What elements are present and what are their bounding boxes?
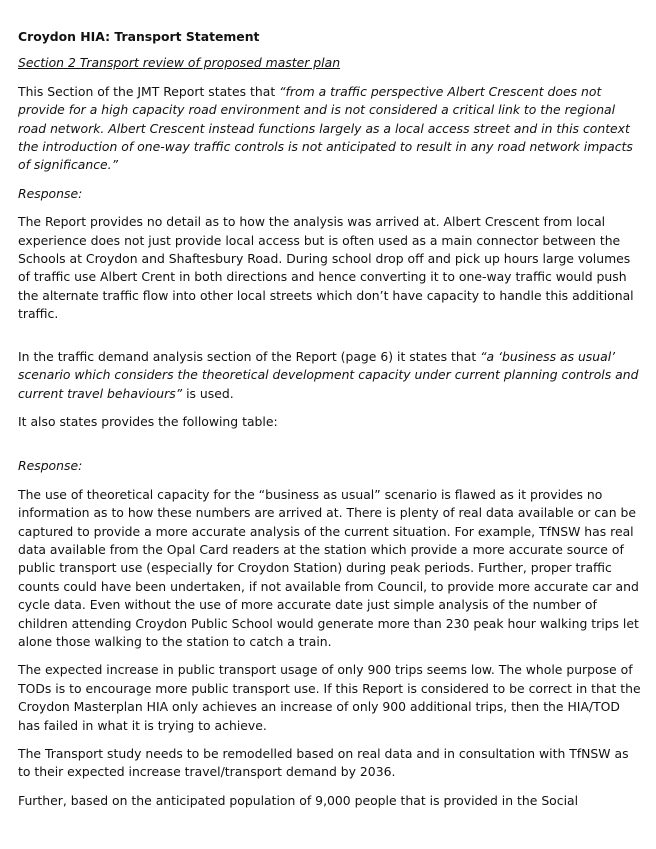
paragraph-traffic-demand: [18, 348, 642, 403]
response-label: Response:: [18, 185, 83, 201]
report-quote: “from a traffic perspective Albert Crescent does not provide for a high capacity road environment and is not considered a critical link to the regional road network. Albert Crescent instead functions largely as a local access street and in this context the introduction of one-way traffic controls is not anticipated to result in any road network impacts of significance.”: [18, 83, 633, 173]
section-heading: Section 2 Transport review of proposed master plan: [18, 55, 341, 71]
paragraph-theoretical-capacity: The use of theoretical capacity for the “business as usual” scenario is flawed as it provides no information as to how these numbers are arrived at. There is plenty of real data available or can be captured to provide a more accurate analysis of the current situation. For example, TfNSW has real data available from the Opal Card readers at the station which provide a more accurate source of public transport use (especially for Croydon Station) during peak periods. Further, proper traffic counts could have been undertaken, if not available from Council, to provide more accurate car and cycle data. Even without the use of more accurate date just simple analysis of the number of children attending Croydon Public School would generate more than 230 peak hour walking trips let alone those walking to the station to catch a train.: [18, 486, 639, 649]
paragraph-jmt-quote: [18, 83, 642, 175]
paragraph-lead: In the traffic demand analysis section of the Report (page 6) it states that: [18, 348, 481, 364]
paragraph-population: Further, based on the anticipated population of 9,000 people that is provided in the Social: [18, 792, 579, 808]
paragraph-lead: This Section of the JMT Report states that: [18, 83, 280, 99]
response-label: Response:: [18, 458, 83, 474]
paragraph-tail: is used.: [182, 385, 234, 401]
paragraph-response-albert-crescent: The Report provides no detail as to how the analysis was arrived at. Albert Crescent from local experience does not just provide local access but is often used as a main connector between the Schools at Croydon and Shaftesbury Road. During school drop off and pick up hours large volumes of traffic use Albert Crent in both directions and hence converting it to one-way traffic would push the alternate traffic flow into other local streets which don’t have capacity to handle this additional traffic.: [18, 214, 634, 322]
report-quote: “a ‘business as usual’ scenario which considers the theoretical development capacity under current planning controls and current travel behaviours”: [18, 348, 639, 401]
document-title: Croydon HIA: Transport Statement: [18, 29, 260, 44]
document-page: [18, 28, 642, 820]
paragraph-public-transport: The expected increase in public transport usage of only 900 trips seems low. The whole purpose of TODs is to encourage more public transport use. If this Report is considered to be correct in that the Croydon Masterplan HIA only achieves an increase of only 900 additional trips, then the HIA/TOD has failed in what it is trying to achieve.: [18, 662, 641, 733]
paragraph-table-intro: It also states provides the following table:: [18, 413, 278, 429]
paragraph-remodel: The Transport study needs to be remodelled based on real data and in consultation with TfNSW as to their expected increase travel/transport demand by 2036.: [18, 746, 629, 780]
